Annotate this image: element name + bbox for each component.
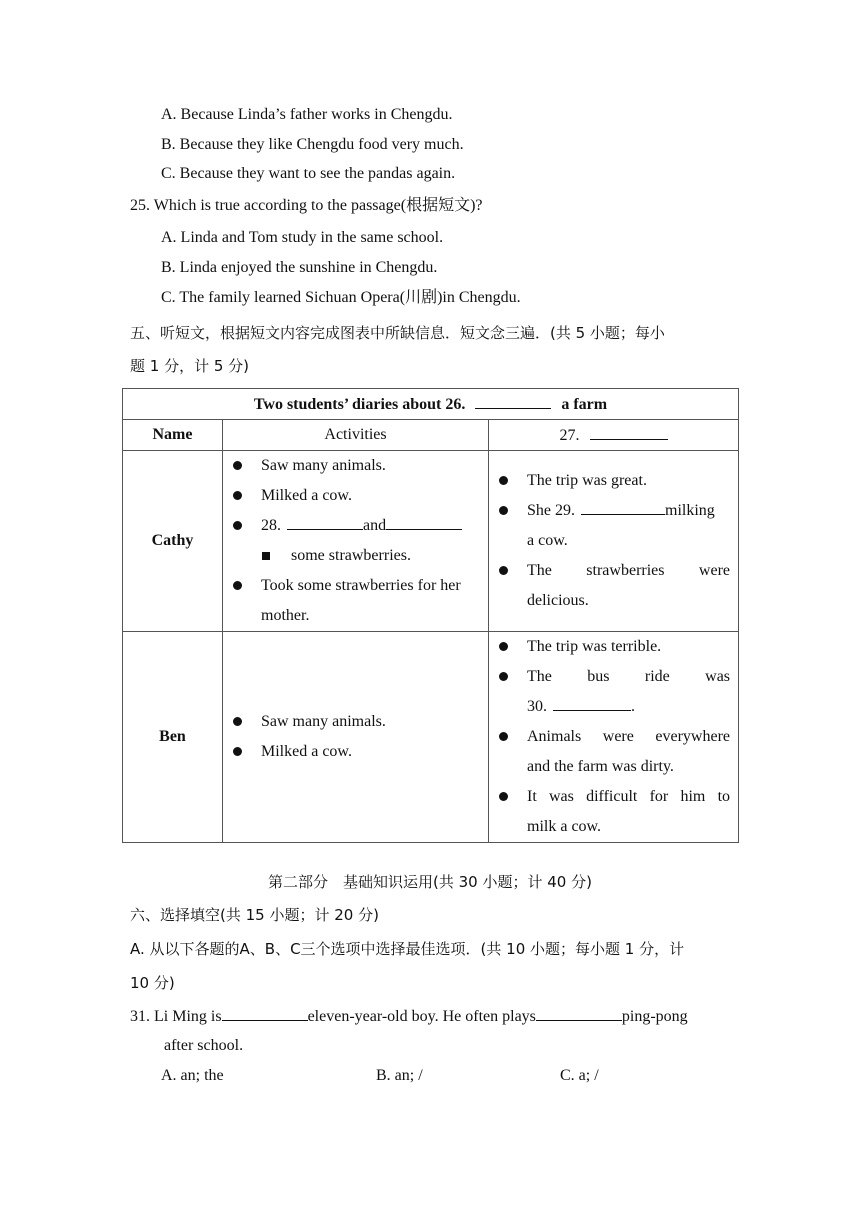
ben-act1: Saw many animals. xyxy=(261,713,386,730)
q24-option-a: A. Because Linda’s father works in Chengdu. xyxy=(161,106,453,123)
q31-stem xyxy=(130,1006,688,1027)
cathy-activities xyxy=(223,451,489,632)
cathy-feelings xyxy=(489,451,739,632)
blank-27 xyxy=(590,425,668,440)
list-item xyxy=(223,511,488,541)
q25-stem: 25. Which is true according to the passage(根据短文)? xyxy=(130,197,483,214)
ben-feel2-line1: The bus ride was xyxy=(527,668,731,685)
list-item xyxy=(489,632,738,662)
ben-feel4-line1: It was difficult for him to xyxy=(527,788,731,805)
ben-feel3-line1: Animals were everywhere xyxy=(527,728,731,745)
bullet-icon xyxy=(499,642,508,651)
ben-act2: Milked a cow. xyxy=(261,743,352,760)
bullet-icon xyxy=(499,566,508,575)
square-bullet-icon xyxy=(262,552,270,560)
q25-option-c: C. The family learned Sichuan Opera(川剧)in Chengdu. xyxy=(161,289,521,306)
cathy-name: Cathy xyxy=(123,451,223,632)
blank-28b xyxy=(386,515,462,530)
list-item xyxy=(223,737,488,767)
bullet-icon xyxy=(233,581,242,590)
q24-option-c: C. Because they want to see the pandas again. xyxy=(161,165,456,182)
cathy-feel1: The trip was great. xyxy=(527,472,647,489)
section5-heading-line1: 五、听短文，根据短文内容完成图表中所缺信息．短文念三遍．(共 5 小题；每小 xyxy=(130,324,665,342)
list-item xyxy=(489,782,738,842)
cathy-feel3-line1: The strawberries were xyxy=(527,562,731,579)
blank-26 xyxy=(475,394,551,409)
bullet-icon xyxy=(233,461,242,470)
bullet-icon xyxy=(499,506,508,515)
table-title xyxy=(123,389,739,420)
diary-table xyxy=(122,388,739,843)
q31-option-c: C. a; / xyxy=(560,1067,599,1084)
bullet-icon xyxy=(233,521,242,530)
bullet-icon xyxy=(499,476,508,485)
list-item xyxy=(489,466,738,496)
q31-stem-start: 31. Li Ming is xyxy=(130,1008,222,1025)
ben-feel1: The trip was terrible. xyxy=(527,638,662,655)
q31-stem-middle: eleven-year-old boy. He often plays xyxy=(307,1008,536,1025)
q31-option-b: B. an; / xyxy=(376,1067,423,1084)
bullet-icon xyxy=(499,792,508,801)
cathy-act2: Milked a cow. xyxy=(261,487,352,504)
q31-option-a: A. an; the xyxy=(161,1067,224,1084)
bullet-icon xyxy=(499,732,508,741)
cathy-act1: Saw many animals. xyxy=(261,457,386,474)
blank-28a xyxy=(287,515,363,530)
cathy-act4-line1: Took some strawberries for her xyxy=(261,577,461,594)
q25-option-a: A. Linda and Tom study in the same school. xyxy=(161,229,444,246)
sectionA-heading-line2: 10 分) xyxy=(130,974,175,992)
cathy-feel2-end: milking xyxy=(665,502,715,519)
cathy-act3-and: and xyxy=(363,517,387,534)
bullet-icon xyxy=(233,717,242,726)
cathy-act4-line2: mother. xyxy=(261,607,310,624)
list-item xyxy=(489,556,738,616)
ben-activities xyxy=(223,632,489,843)
q31-blank-2 xyxy=(536,1006,622,1021)
table-title-end: a farm xyxy=(561,396,608,413)
bullet-icon xyxy=(499,672,508,681)
list-item xyxy=(223,541,488,571)
ben-feel3-line2: and the farm was dirty. xyxy=(527,758,674,775)
blank-30 xyxy=(553,696,631,711)
q25-option-b: B. Linda enjoyed the sunshine in Chengdu. xyxy=(161,259,438,276)
bullet-icon xyxy=(233,747,242,756)
list-item xyxy=(489,662,738,722)
cathy-act3-sub: some strawberries. xyxy=(291,547,411,564)
list-item xyxy=(489,722,738,782)
cathy-act3-label: 28. xyxy=(261,517,281,534)
cathy-feel3-line2: delicious. xyxy=(527,592,589,609)
table-title-text: Two students’ diaries about 26. xyxy=(253,396,466,413)
list-item xyxy=(223,481,488,511)
cathy-feel2-line2: a cow. xyxy=(527,532,568,549)
section5-heading-line2: 题 1 分，计 5 分) xyxy=(130,357,250,375)
cathy-feel2-label: She 29. xyxy=(527,502,575,519)
list-item xyxy=(223,451,488,481)
list-item xyxy=(223,571,488,631)
blank-29 xyxy=(581,500,665,515)
q24-option-b: B. Because they like Chengdu food very much. xyxy=(161,136,464,153)
sectionA-heading-line1: A. 从以下各题的A、B、C三个选项中选择最佳选项．(共 10 小题；每小题 1 分，计 xyxy=(130,940,685,958)
ben-feel4-line2: milk a cow. xyxy=(527,818,602,835)
header-activities: Activities xyxy=(223,420,489,451)
header-name: Name xyxy=(123,420,223,451)
header-col3 xyxy=(489,420,739,451)
part2-heading: 第二部分 基础知识运用(共 30 小题；计 40 分) xyxy=(268,873,592,891)
q31-blank-1 xyxy=(222,1006,308,1021)
list-item xyxy=(489,496,738,556)
q31-stem-end: ping-pong xyxy=(621,1008,688,1025)
ben-name: Ben xyxy=(123,632,223,843)
list-item xyxy=(223,707,488,737)
ben-feel2-end: . xyxy=(631,698,635,715)
header-col3-label: 27. xyxy=(559,427,580,444)
section6-heading: 六、选择填空(共 15 小题；计 20 分) xyxy=(130,906,379,924)
bullet-icon xyxy=(233,491,242,500)
ben-feel2-label: 30. xyxy=(527,698,547,715)
ben-feelings xyxy=(489,632,739,843)
q31-stem-line2: after school. xyxy=(164,1037,244,1054)
